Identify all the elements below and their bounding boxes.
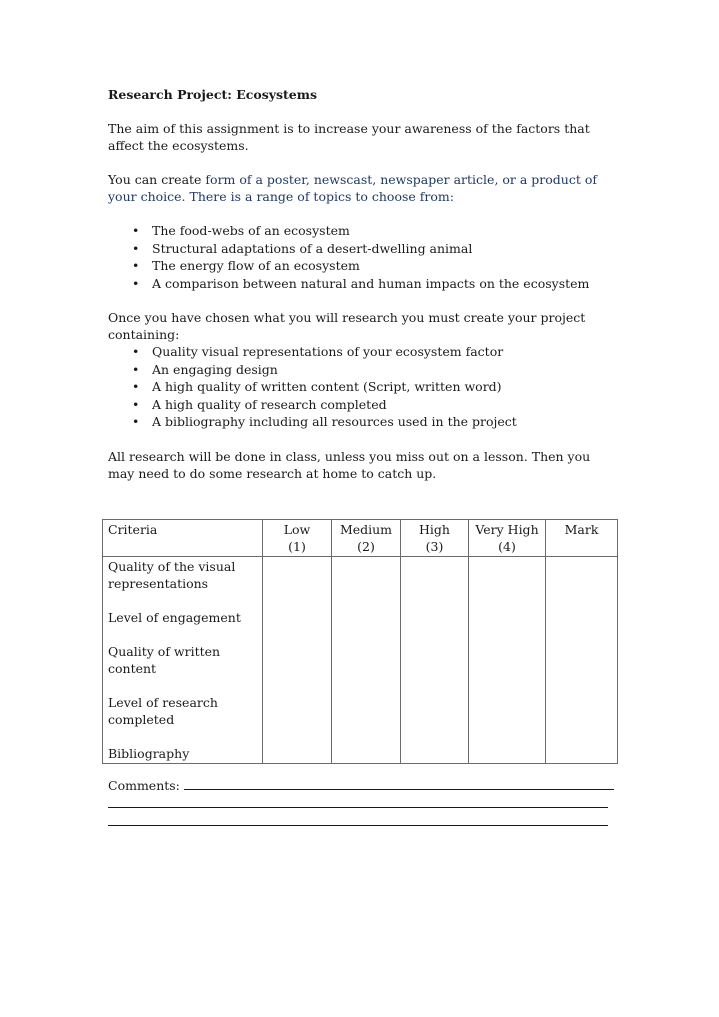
header-medium-value: (2) <box>357 539 375 554</box>
rubric-header-medium <box>332 520 401 557</box>
list-item: • The energy flow of an ecosystem <box>108 257 618 275</box>
rubric-header-mark: Mark <box>546 520 618 557</box>
rubric-header-low <box>263 520 332 557</box>
rubric-criteria-cell <box>103 557 263 764</box>
comments-line-1[interactable] <box>108 777 618 795</box>
document-body <box>108 86 618 482</box>
list-item: • Quality visual representations of your ecosystem factor <box>108 343 618 361</box>
rubric-mark-cell[interactable] <box>546 557 618 764</box>
header-high-label: High <box>419 522 450 537</box>
header-very-high-value: (4) <box>498 539 516 554</box>
list-item: • An engaging design <box>108 361 618 379</box>
list-item: • Structural adaptations of a desert-dwelling animal <box>108 240 618 258</box>
header-medium-label: Medium <box>339 522 393 537</box>
comments-section <box>108 777 618 831</box>
topic-list <box>108 222 618 292</box>
list-item: • The food-webs of an ecosystem <box>108 222 618 240</box>
aim-paragraph: The aim of this assignment is to increase your awareness of the factors that affect the ecosystems. <box>108 121 590 153</box>
rubric-medium-cell[interactable] <box>332 557 401 764</box>
create-highlight-text: form of a poster, newscast, newspaper article, or a product of your choice. There is a range of topics to choose from: <box>108 172 597 204</box>
comments-label: Comments: <box>108 778 184 793</box>
list-item: • A bibliography including all resources used in the project <box>108 413 618 431</box>
criterion-engagement: Level of engagement <box>108 610 241 625</box>
criterion-visual: Quality of the visual representations <box>108 559 236 591</box>
rubric-header-very-high <box>469 520 546 557</box>
header-low-label: Low <box>283 522 311 537</box>
rubric-high-cell[interactable] <box>401 557 469 764</box>
containing-paragraph: Once you have chosen what you will research you must create your project containing: <box>108 310 586 342</box>
rubric-low-cell[interactable] <box>263 557 332 764</box>
list-item: • A high quality of written content (Script, written word) <box>108 378 618 396</box>
criterion-research: Level of research completed <box>108 695 218 727</box>
rubric-table <box>102 519 618 764</box>
comments-line-3[interactable] <box>108 813 618 831</box>
criterion-bibliography: Bibliography <box>108 746 190 761</box>
create-intro-text: You can create <box>108 172 206 187</box>
criterion-written: Quality of written content <box>108 644 221 676</box>
list-item: • A comparison between natural and human impacts on the ecosystem <box>108 275 618 293</box>
rubric-header-high <box>401 520 469 557</box>
create-paragraph <box>108 171 618 205</box>
comments-rule <box>184 777 614 790</box>
requirement-list <box>108 343 618 431</box>
rubric-body-row <box>103 557 618 764</box>
comments-line-2[interactable] <box>108 795 618 813</box>
header-very-high-label: Very High <box>475 522 539 537</box>
comments-rule <box>108 813 608 826</box>
rubric-very-high-cell[interactable] <box>469 557 546 764</box>
rubric-header-row <box>103 520 618 557</box>
page-title: Research Project: Ecosystems <box>108 87 318 102</box>
list-item: • A high quality of research completed <box>108 396 618 414</box>
comments-rule <box>108 795 608 808</box>
rubric-header-criteria: Criteria <box>103 520 263 557</box>
header-high-value: (3) <box>425 539 444 554</box>
research-note: All research will be done in class, unless you miss out on a lesson. Then you may need to do some research at home to catch up. <box>108 448 591 481</box>
header-low-value: (1) <box>288 539 306 554</box>
